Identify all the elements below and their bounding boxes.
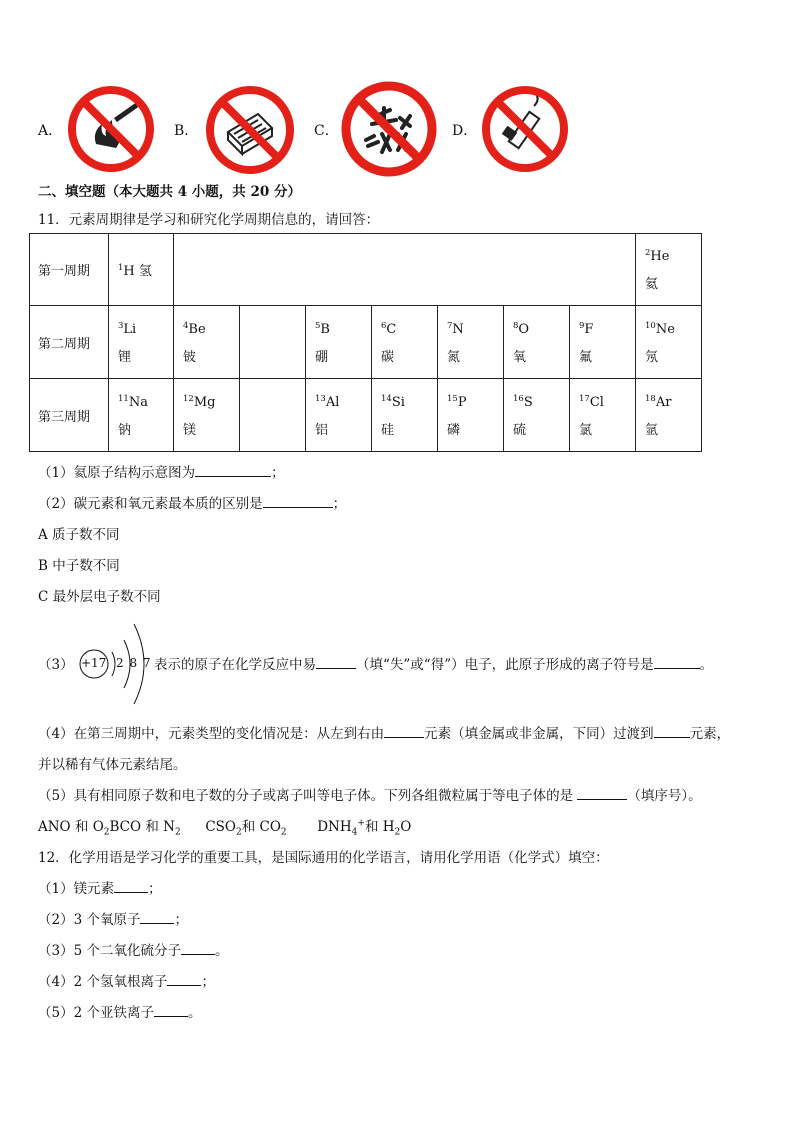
element-cell: $^8$O 氧 [504,306,570,379]
element-cell: $^5$B 硼 [306,306,372,379]
element-cell: $^6$C 碳 [372,306,438,379]
q11-part4: （4）在第三周期中，元素类型的变化情况是：从左到右由 元素（填金属或非金属，下同）过渡到 元素， [38,726,731,742]
element-cell: $^{11}$Na 钠 [109,379,174,452]
answer-blank[interactable] [316,656,356,669]
option-c-letter: C． [314,123,339,139]
q11-part3: 表示的原子在化学反应中易 （填“失”或“得”）电子，此原子形成的离子符号是 。 [154,657,714,673]
no-smoking-icon [480,84,570,174]
no-matches-icon [204,84,296,176]
q12-item: （5）2 个亚铁离子 。 [38,1005,202,1021]
period-label: 第一周期 [30,234,109,306]
option-a-letter: A． [38,123,63,139]
q11-part1: （1）氦原子结构示意图为 ； [38,465,285,481]
empty-cell [240,379,306,452]
option-line: B 中子数不同 [38,558,120,574]
answer-blank[interactable] [654,725,690,738]
no-fireworks-icon [340,80,438,178]
q12-item: （4）2 个氢氧根离子 ； [38,974,215,990]
option-line: A 质子数不同 [38,527,120,543]
option-d-letter: D． [452,123,478,139]
table-row [30,306,702,379]
answer-blank[interactable] [384,725,424,738]
q12-stem: 12．化学用语是学习化学的重要工具，是国际通用的化学语言，请用化学用语（化学式）填空： [38,850,609,866]
element-cell: $^9$F 氟 [570,306,636,379]
element-cell: $^2$He 氦 [636,234,702,306]
option-line: C 最外层电子数不同 [38,589,161,605]
q11-part4-cont: 并以稀有气体元素结尾。 [38,757,187,773]
no-fire-icon [66,84,156,174]
element-cell: $^{10}$Ne 氖 [636,306,702,379]
element-cell: $^{17}$Cl 氯 [570,379,636,452]
answer-blank[interactable] [114,880,148,893]
element-cell: $^{13}$Al 铝 [306,379,372,452]
q11-part2: （2）碳元素和氧元素最本质的区别是 ； [38,496,347,512]
section-title: 二、填空题（本大题共 4 小题，共 20 分） [38,184,301,200]
element-cell: $^3$Li 锂 [109,306,174,379]
q11-part3-label: （3） [38,657,74,673]
element-cell: $^7$N 氮 [438,306,504,379]
q11-part5-options: ANO 和 $O_2BCO$ 和 $N_2$ $CSO_2$和 $CO_2$ $DNH_4^+$和 $H_2O$ [38,818,412,838]
answer-blank[interactable] [577,787,627,800]
atom-shells: 2 8 7 [116,656,152,670]
answer-blank[interactable] [195,464,271,477]
atom-nucleus: +17 [81,656,107,670]
element-cell: $^{15}$P 磷 [438,379,504,452]
periodic-table [29,233,702,452]
element-cell: $^{14}$Si 硅 [372,379,438,452]
q12-item: （3）5 个二氧化硫分子 。 [38,943,229,959]
q12-item: （1）镁元素 ； [38,881,162,897]
element-cell: $^4$Be 铍 [174,306,240,379]
answer-blank[interactable] [167,973,201,986]
period-label: 第三周期 [30,379,109,452]
element-cell: $^{12}$Mg 镁 [174,379,240,452]
answer-blank[interactable] [154,1004,188,1017]
answer-blank[interactable] [263,495,333,508]
answer-blank[interactable] [181,942,215,955]
element-cell: $^1$H 氢 [109,234,174,306]
table-row [30,379,702,452]
q12-item: （2）3 个氧原子 ； [38,912,188,928]
q11-part5: （5）具有相同原子数和电子数的分子或离子叫等电子体。下列各组微粒属于等电子体的是 （填序号）。 [38,788,702,804]
empty-cell [240,306,306,379]
answer-blank[interactable] [140,911,174,924]
period-label: 第二周期 [30,306,109,379]
empty-cell [174,234,636,306]
element-cell: $^{18}$Ar 氩 [636,379,702,452]
table-row [30,234,702,306]
answer-blank[interactable] [654,656,700,669]
option-b-letter: B． [174,123,199,139]
q11-stem: 11．元素周期律是学习和研究化学周期信息的，请回答： [38,212,380,228]
element-cell: $^{16}$S 硫 [504,379,570,452]
